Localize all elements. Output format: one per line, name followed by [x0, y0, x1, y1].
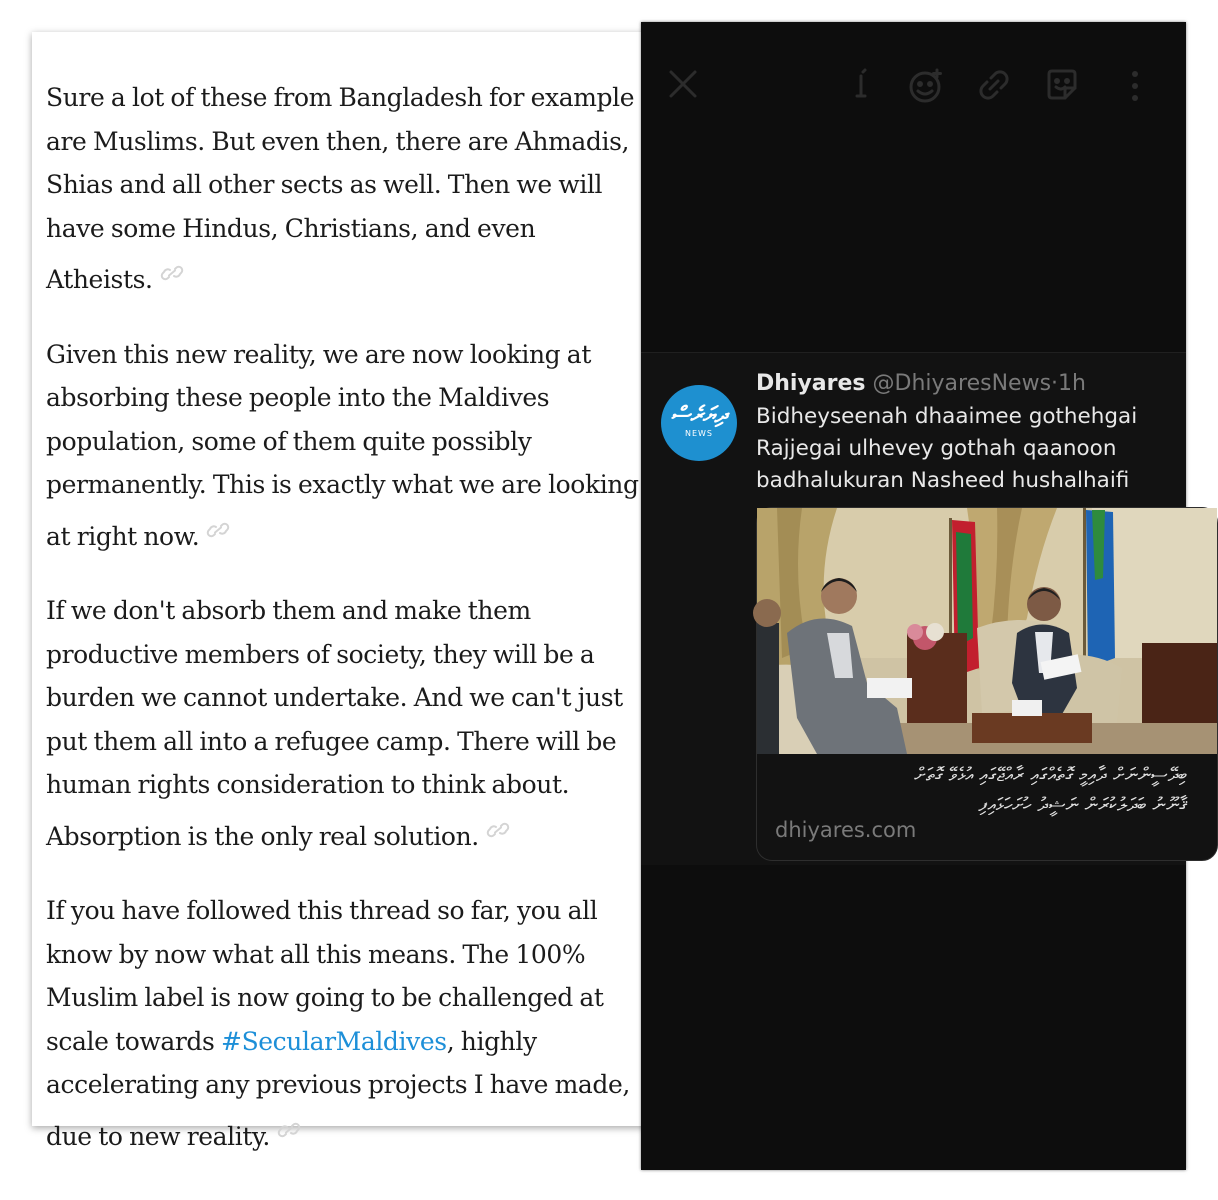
tweet-card[interactable] — [641, 353, 1186, 865]
card-title — [757, 760, 1187, 820]
paragraph-line: absorbing these people into the Maldives — [46, 383, 550, 412]
link-icon[interactable] — [161, 250, 183, 294]
paragraph-line: , highly — [446, 1026, 537, 1056]
paragraph-line: Sure a lot of these from Bangladesh for example — [46, 83, 635, 112]
time-separator: · — [1051, 371, 1059, 396]
paragraph-line: scale towards — [46, 1026, 222, 1056]
more-options-icon[interactable] — [1121, 66, 1157, 102]
emoji-icon[interactable] — [905, 66, 941, 102]
paragraph-line: population, some of them quite possibly — [46, 426, 532, 456]
paragraph-line: If we don't absorb them and make them — [46, 596, 531, 625]
sticker-icon[interactable] — [1043, 66, 1079, 102]
paragraph-line: permanently. This is exactly what we are looking — [46, 470, 639, 499]
avatar-subtitle: NEWS — [684, 429, 714, 438]
close-icon[interactable] — [665, 66, 701, 102]
article-body — [46, 76, 646, 1189]
card-title-line: ޤާނޫނު ބަދަލުކުރަން ނަޝީދު ހުށަހަޅައިފި — [978, 794, 1187, 816]
display-name[interactable]: Dhiyares — [756, 371, 866, 396]
link-icon[interactable] — [278, 1107, 300, 1151]
paragraph-line: have some Hindus, Christians, and even — [46, 213, 536, 243]
tweet-header — [756, 371, 1086, 396]
paragraph-line: Absorption is the only real solution. — [46, 821, 479, 851]
paragraph-4 — [46, 889, 646, 1158]
paragraph-line: accelerating any previous projects I have made, — [46, 1070, 630, 1099]
paragraph-2 — [46, 333, 646, 559]
paragraph-line: are Muslims. But even then, there are Ahmadis, — [46, 126, 630, 156]
paragraph-line: put them all into a refugee camp. There will be — [46, 726, 617, 756]
user-handle[interactable]: @DhiyaresNews — [872, 371, 1052, 396]
link-preview-card[interactable] — [756, 507, 1218, 861]
paragraph-line: Shias and all other sects as well. Then we will — [46, 170, 603, 199]
avatar-logo: ދިޔަރެސް — [670, 402, 728, 428]
card-title-line: ބިދޭސީންނަށް ދާއިމީ ގޮތެއްގައި ރާއްޖޭގައި އުޅެވޭ ގޮތަށް — [914, 764, 1187, 786]
paragraph-1 — [46, 76, 646, 302]
link-icon[interactable] — [207, 507, 229, 551]
link-tool-icon[interactable] — [975, 66, 1011, 102]
paragraph-line: at right now. — [46, 521, 200, 551]
tweet-text-line: Rajjegai ulhevey gothah qaanoon — [756, 436, 1117, 461]
paragraph-line: know by now what all this means. The 100% — [46, 939, 586, 969]
card-domain[interactable]: dhiyares.com — [775, 818, 917, 842]
paragraph-line: burden we cannot undertake. And we can't just — [46, 683, 623, 712]
paragraph-line: If you have followed this thread so far, you all — [46, 896, 598, 925]
tweet-panel — [641, 22, 1186, 1170]
link-icon[interactable] — [487, 807, 509, 851]
paragraph-line: Given this new reality, we are now looking at — [46, 339, 591, 369]
tweet-text-line: Bidheyseenah dhaaimee gothehgai — [756, 404, 1138, 429]
article-panel — [32, 32, 652, 1151]
card-photo — [757, 508, 1217, 754]
text-tool-icon[interactable] — [837, 66, 873, 102]
tweet-text-line: badhalukuran Nasheed hushalhaifi — [756, 468, 1130, 493]
paragraph-line: human rights consideration to think about. — [46, 770, 570, 799]
tweet-timestamp[interactable]: 1h — [1058, 371, 1086, 396]
tweet-text — [756, 401, 1176, 497]
paragraph-line: productive members of society, they will be a — [46, 639, 595, 669]
paragraph-line: Atheists. — [46, 265, 153, 294]
paragraph-3 — [46, 589, 646, 858]
compose-toolbar — [641, 22, 1186, 162]
paragraph-line: Muslim label is now going to be challenged at — [46, 983, 604, 1012]
avatar[interactable] — [661, 385, 737, 461]
paragraph-line: due to new reality. — [46, 1121, 270, 1151]
hashtag-link[interactable]: #SecularMaldives — [221, 1026, 447, 1056]
